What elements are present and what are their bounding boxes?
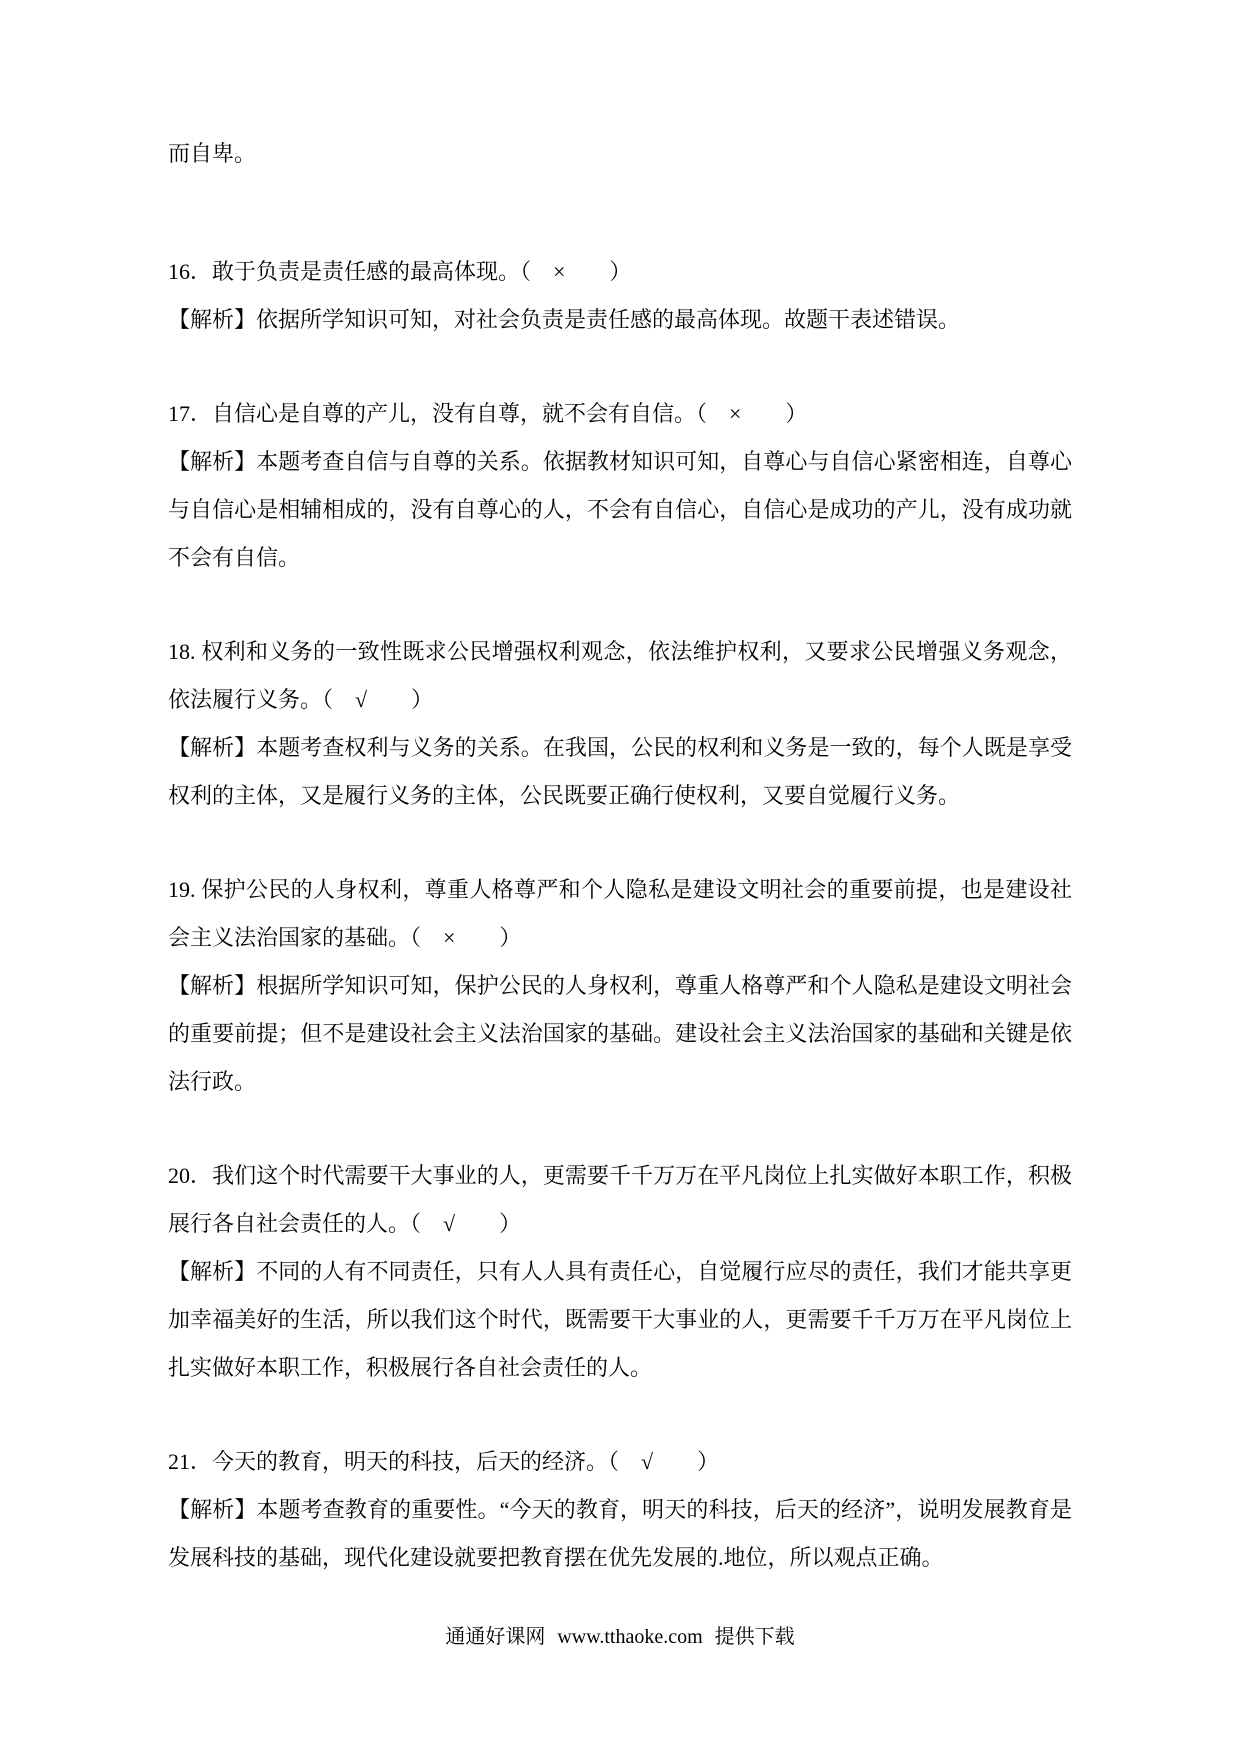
question-block-20 (168, 1152, 1072, 1392)
page-footer (0, 1622, 1240, 1652)
question-text: 21．今天的教育，明天的科技，后天的经济。（ √ ） (168, 1449, 720, 1474)
question-block-16 (168, 248, 1072, 344)
question-block-19 (168, 866, 1072, 1106)
question-block-18 (168, 628, 1072, 820)
question-block-17 (168, 390, 1072, 582)
analysis-text: 【解析】依据所学知识可知，对社会负责是责任感的最高体现。故题干表述错误。 (168, 307, 961, 332)
document-content (168, 130, 1072, 1628)
analysis-text: 【解析】根据所学知识可知，保护公民的人身权利，尊重人格尊严和个人隐私是建设文明社会的重要前提；但不是建设社会主义法治国家的基础。建设社会主义法治国家的基础和关键是依法行政。 (168, 973, 1072, 1094)
question-text: 20．我们这个时代需要干大事业的人，更需要千千万万在平凡岗位上扎实做好本职工作，积极展行各自社会责任的人。（ √ ） (168, 1163, 1072, 1236)
analysis-text: 【解析】本题考查自信与自尊的关系。依据教材知识可知，自尊心与自信心紧密相连，自尊心与自信心是相辅相成的，没有自尊心的人，不会有自信心，自信心是成功的产儿，没有成功就不会有自信。 (168, 449, 1072, 570)
question-text: 19. 保护公民的人身权利，尊重人格尊严和个人隐私是建设文明社会的重要前提，也是建设社会主义法治国家的基础。（ × ） (168, 877, 1072, 950)
analysis-text: 【解析】不同的人有不同责任，只有人人具有责任心，自觉履行应尽的责任，我们才能共享更加幸福美好的生活，所以我们这个时代，既需要干大事业的人，更需要千千万万在平凡岗位上扎实做好本职工作，积极展行各自社会责任的人。 (168, 1259, 1072, 1380)
analysis-text: 【解析】本题考查权利与义务的关系。在我国，公民的权利和义务是一致的，每个人既是享受权利的主体，又是履行义务的主体，公民既要正确行使权利，又要自觉履行义务。 (168, 735, 1072, 808)
footer-site-name: 通通好课网 (445, 1626, 546, 1648)
footer-url: www.tthaoke.com (557, 1626, 703, 1648)
footer-download-label: 提供下载 (714, 1626, 795, 1648)
question-text: 16．敢于负责是责任感的最高体现。（ × ） (168, 259, 632, 284)
question-text: 18. 权利和义务的一致性既求公民增强权利观念，依法维护权利，又要求公民增强义务观念，依法履行义务。（ √ ） (168, 639, 1072, 712)
question-text: 17．自信心是自尊的产儿，没有自尊，就不会有自信。（ × ） (168, 401, 808, 426)
paragraph-continuation: 而自卑。 (168, 141, 257, 166)
question-block-21 (168, 1438, 1072, 1582)
analysis-text: 【解析】本题考查教育的重要性。“今天的教育，明天的科技，后天的经济”，说明发展教育是发展科技的基础，现代化建设就要把教育摆在优先发展的.地位，所以观点正确。 (168, 1497, 1072, 1570)
